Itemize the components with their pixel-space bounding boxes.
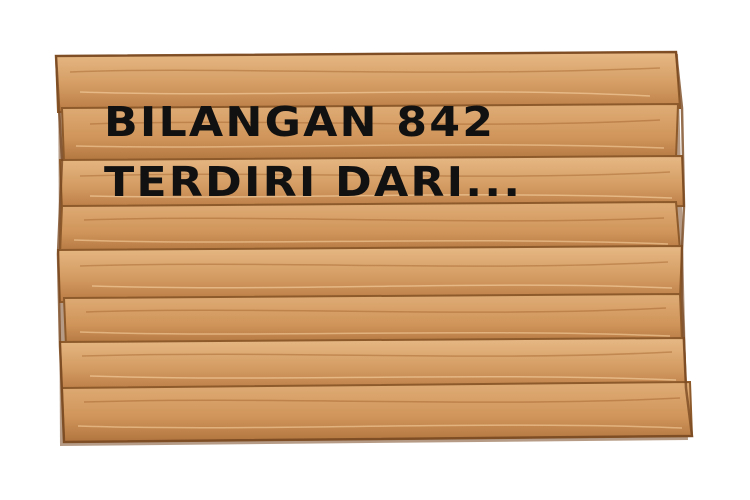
sign-line-2: TERDIRI DARI... (104, 158, 523, 206)
plank-8 (62, 382, 692, 442)
sign-line-1: BILANGAN 842 (104, 98, 496, 146)
sign-text (104, 92, 522, 212)
